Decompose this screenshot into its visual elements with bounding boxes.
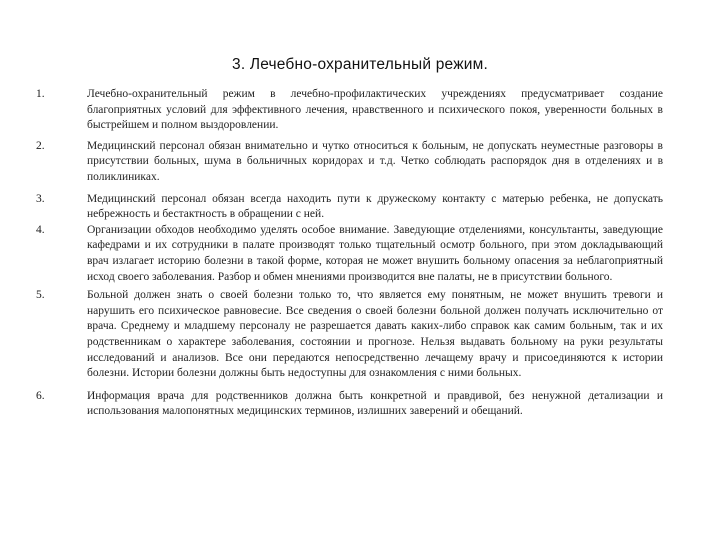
regime-rules-list: [0, 87, 720, 420]
list-item-number: 2.: [36, 139, 45, 152]
list-item: [0, 192, 720, 223]
list-item-number: 5.: [36, 289, 45, 302]
list-item: [0, 288, 720, 382]
list-item-text: Больной должен знать о своей болезни только то, что является ему понятным, не может внушить тревоги и нарушить его психическое равновесие. Все сведения о своей болезни больной должен получать исключительно от врача. Среднему и младшему персоналу не разрешается давать каких-либо справок как самим больным, так и их родственникам о характере заболевания, состоянии и прогнозе. Нельзя выдавать больному на руки результаты исследований и анализов. Все они передаются непосредственно лечащему врачу и присоединяются к истории болезни. Истории болезни должны быть недоступны для ознакомления с ними больных.: [87, 289, 663, 380]
list-item-number: 1.: [36, 88, 45, 100]
list-item-number: 3.: [36, 192, 45, 205]
list-item-text: Медицинский персонал обязан всегда находить пути к дружескому контакту с матерью ребенка, не допускать небрежность и бестактность в обращении с ней.: [87, 192, 663, 221]
list-item-text: Лечебно-охранительный режим в лечебно-профилактических учреждениях предусматривает создание благоприятных условий для эффективного лечения, нравственного и психического покоя, уверенности больных в быстрейшем и полном выздоровлении.: [87, 88, 663, 132]
list-item-text: Организации обходов необходимо уделять особое внимание. Заведующие отделениями, консультанты, заведующие кафедрами и их сотрудники в палате производят только тщательный осмотр больного, при этом докладывающий врач излагает историю болезни в такой форме, которая не может внушить больному опасения за неблагоприятный исход своего заболевания. Разбор и обмен мнениями производится вне палаты, не в присутствии больного.: [87, 223, 663, 283]
slide-title: 3. Лечебно-охранительный режим.: [232, 56, 488, 73]
list-item: [0, 223, 720, 285]
list-item: [0, 389, 720, 420]
list-item: [0, 87, 720, 134]
list-item-text: Медицинский персонал обязан внимательно и чутко относиться к больным, не допускать неуместные разговоры в присутствии больных, шума в больничных коридорах и т.д. Четко соблюдать распорядок дня в отделениях и в поликлиниках.: [87, 139, 663, 183]
list-item-number: 6.: [36, 389, 45, 402]
list-item-text: Информация врача для родственников должна быть конкретной и правдивой, без ненужной детализации и использования малопонятных медицинских терминов, излишних заверений и обещаний.: [87, 389, 663, 418]
list-item: [0, 139, 720, 186]
list-item-number: 4.: [36, 223, 45, 236]
